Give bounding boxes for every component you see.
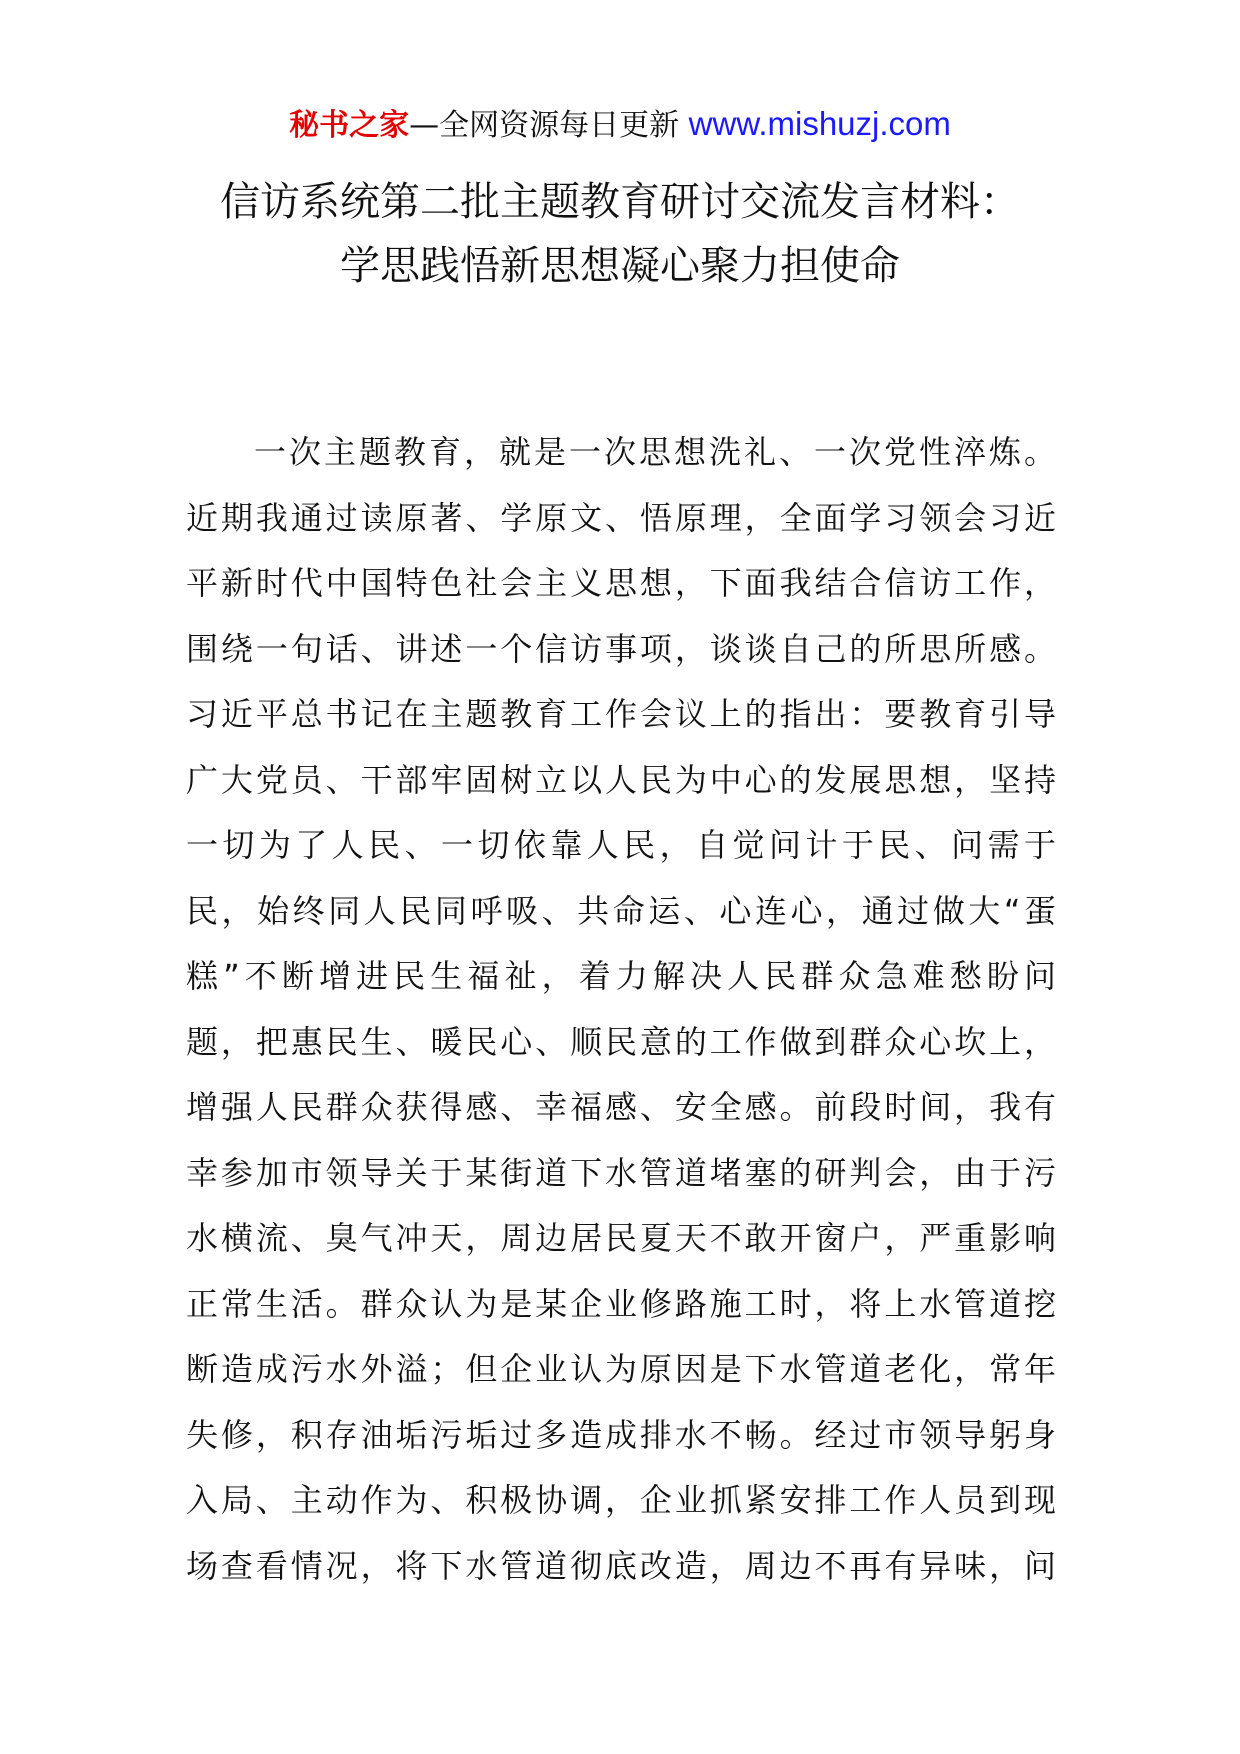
body-line: 题，把惠民生、暖民心、顺民意的工作做到群众心坎上，: [186, 1022, 1056, 1061]
body-line: 正常生活。群众认为是某企业修路施工时，将上水管道挖: [186, 1284, 1056, 1323]
document-body: [186, 420, 1056, 1599]
document-title: [0, 170, 1240, 298]
body-line: 广大党员、干部牢固树立以人民为中心的发展思想，坚持: [186, 760, 1056, 799]
body-line: 一切为了人民、一切依靠人民，自觉问计于民、问需于: [186, 826, 1056, 864]
body-line: 民，始终同人民同呼吸、共命运、心连心，通过做大“蛋: [186, 891, 1056, 930]
body-line: 失修，积存油垢污垢过多造成排水不畅。经过市领导躬身: [186, 1415, 1056, 1454]
body-line: 增强人民群众获得感、幸福感、安全感。前段时间，我有: [186, 1088, 1056, 1126]
body-line: 一次主题教育，就是一次思想洗礼、一次党性淬炼。: [254, 433, 1056, 471]
body-line: 糕”不断增进民生福祉，着力解决人民群众急难愁盼问: [186, 957, 1056, 995]
site-url-link[interactable]: www.mishuzj.com: [688, 105, 951, 142]
site-header: [0, 104, 1240, 146]
body-line: 围绕一句话、讲述一个信访事项，谈谈自己的所思所感。: [186, 629, 1056, 668]
body-line: 平新时代中国特色社会主义思想，下面我结合信访工作，: [186, 564, 1056, 602]
body-line: 近期我通过读原著、学原文、悟原理，全面学习领会习近: [186, 498, 1056, 537]
header-tagline: —全网资源每日更新: [409, 108, 689, 143]
title-line-2: 学思践悟新思想凝心聚力担使命: [340, 243, 900, 289]
body-line: 入局、主动作为、积极协调，企业抓紧安排工作人员到现: [186, 1481, 1056, 1519]
body-line: 幸参加市领导关于某街道下水管道堵塞的研判会，由于污: [186, 1153, 1056, 1192]
body-line: 断造成污水外溢；但企业认为原因是下水管道老化，常年: [186, 1350, 1056, 1388]
brand-name: 秘书之家: [289, 108, 410, 143]
body-line: 水横流、臭气冲天，周边居民夏天不敢开窗户，严重影响: [186, 1219, 1056, 1257]
body-line: 习近平总书记在主题教育工作会议上的指出：要教育引导: [186, 695, 1056, 733]
title-line-1: 信访系统第二批主题教育研讨交流发言材料：: [220, 179, 1020, 225]
body-line: 场查看情况，将下水管道彻底改造，周边不再有异味，问: [186, 1546, 1056, 1585]
